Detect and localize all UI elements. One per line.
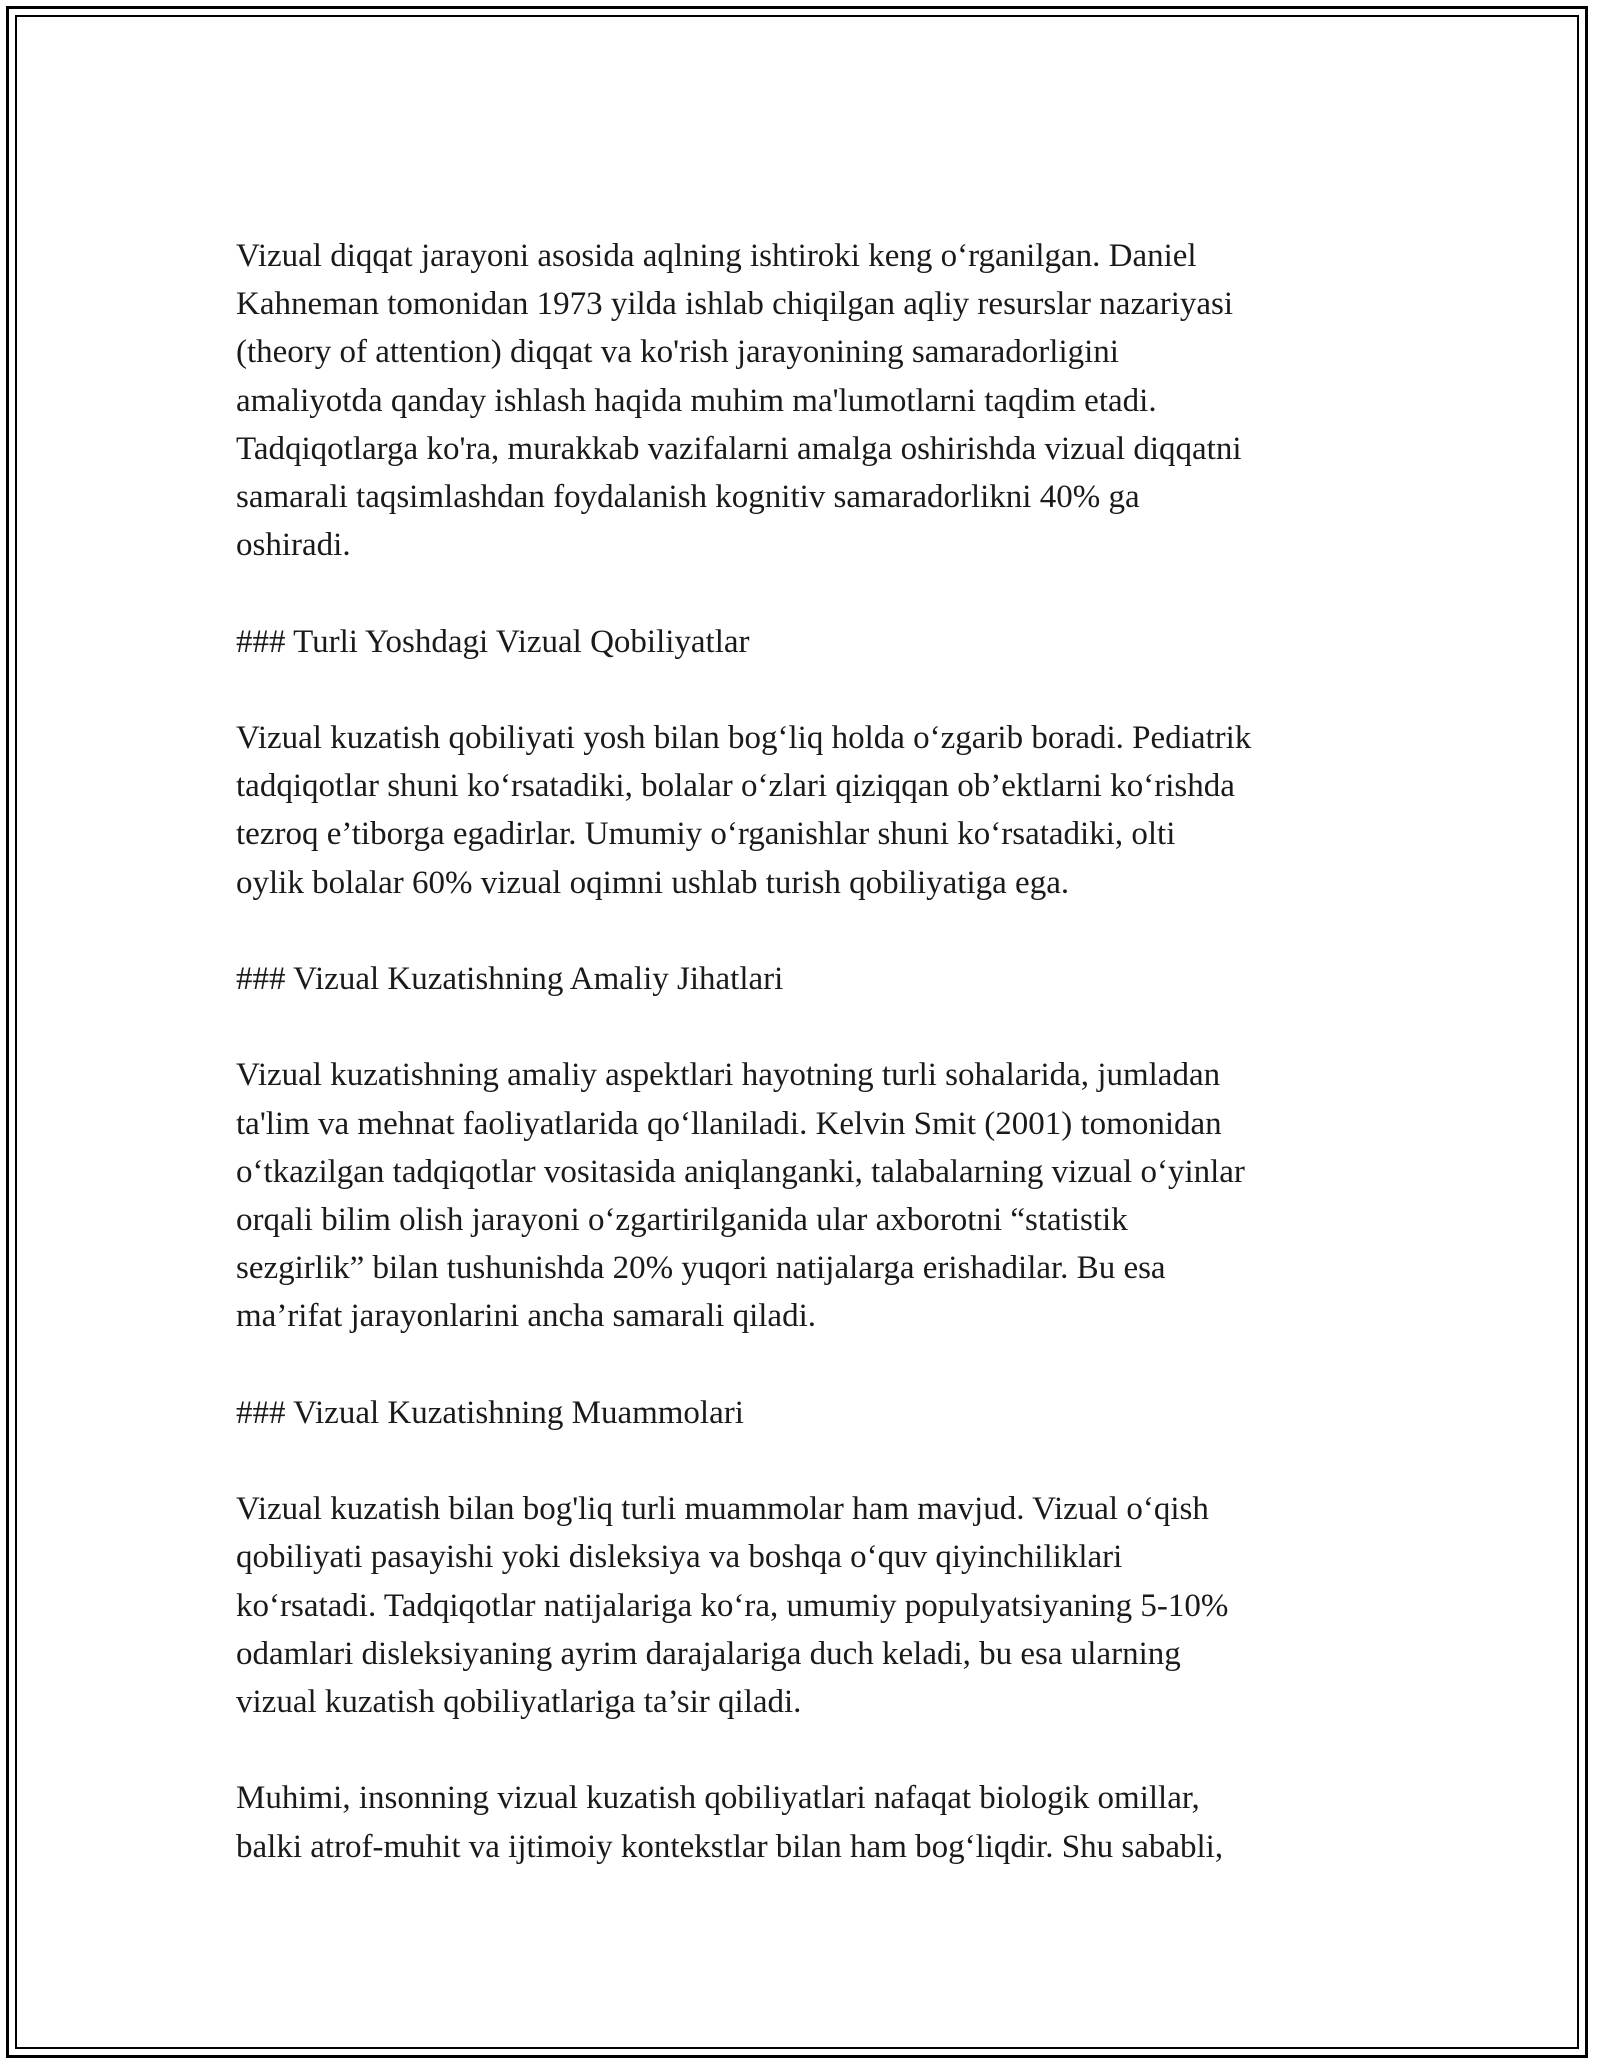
document-body bbox=[236, 232, 1376, 1871]
paragraph-age-abilities: Vizual kuzatish qobiliyati yosh bilan bog‘liq holda o‘zgarib boradi. Pediatrik tadqiqotlar shuni ko‘rsatadiki, bolalar o‘zlari qiziqqan ob’ektlarni ko‘rishda tezroq e’tiborga egadirlar. Umumiy o‘rganishlar shuni ko‘rsatadiki, olti oylik bolalar 60% vizual oqimni ushlab turish qobiliyatiga ega. bbox=[236, 720, 1252, 901]
paragraph-attention-theory: Vizual diqqat jarayoni asosida aqlning ishtiroki keng o‘rganilgan. Daniel Kahneman tomonidan 1973 yilda ishlab chiqilgan aqliy resurslar nazariyasi (theory of attention) diqqat va ko'rish jarayonining samaradorligini amaliyotda qanday ishlash haqida muhim ma'lumotlarni taqdim etadi. Tadqiqotlarga ko'ra, murakkab vazifalarni amalga oshirishda vizual diqqatni samarali taqsimlashdan foydalanish kognitiv samaradorlikni 40% ga oshiradi. bbox=[236, 238, 1242, 564]
heading-problems: ### Vizual Kuzatishning Muammolari bbox=[236, 1394, 744, 1431]
heading-practical-aspects: ### Vizual Kuzatishning Amaliy Jihatlari bbox=[236, 961, 784, 997]
paragraph-practical-aspects: Vizual kuzatishning amaliy aspektlari hayotning turli sohalarida, jumladan ta'lim va mehnat faoliyatlarida qo‘llaniladi. Kelvin Smit (2001) tomonidan o‘tkazilgan tadqiqotlar vositasida aniqlanganki, talabalarning vizual o‘yinlar orqali bilim olish jarayoni o‘zgartirilganida ular axborotni “statistik sezgirlik” bilan tushunishda 20% yuqori natijalarga erishadilar. Bu esa ma’rifat jarayonlarini ancha samarali qiladi. bbox=[236, 1057, 1245, 1335]
paragraph-problems: Vizual kuzatish bilan bog'liq turli muammolar ham mavjud. Vizual o‘qish qobiliyati pasayishi yoki disleksiya va boshqa o‘quv qiyinchiliklari ko‘rsatadi. Tadqiqotlar natijalariga ko‘ra, umumiy populyatsiyaning 5-10% odamlari disleksiyaning ayrim darajalariga duch keladi, bu esa ularning vizual kuzatish qobiliyatlariga ta’sir qiladi. bbox=[236, 1491, 1229, 1720]
heading-age-abilities: ### Turli Yoshdagi Vizual Qobiliyatlar bbox=[236, 623, 750, 660]
paragraph-conclusion: Muhimi, insonning vizual kuzatish qobiliyatlari nafaqat biologik omillar, balki atrof-muhit va ijtimoiy kontekstlar bilan ham bog‘liqdir. Shu sababli, bbox=[236, 1780, 1224, 1865]
